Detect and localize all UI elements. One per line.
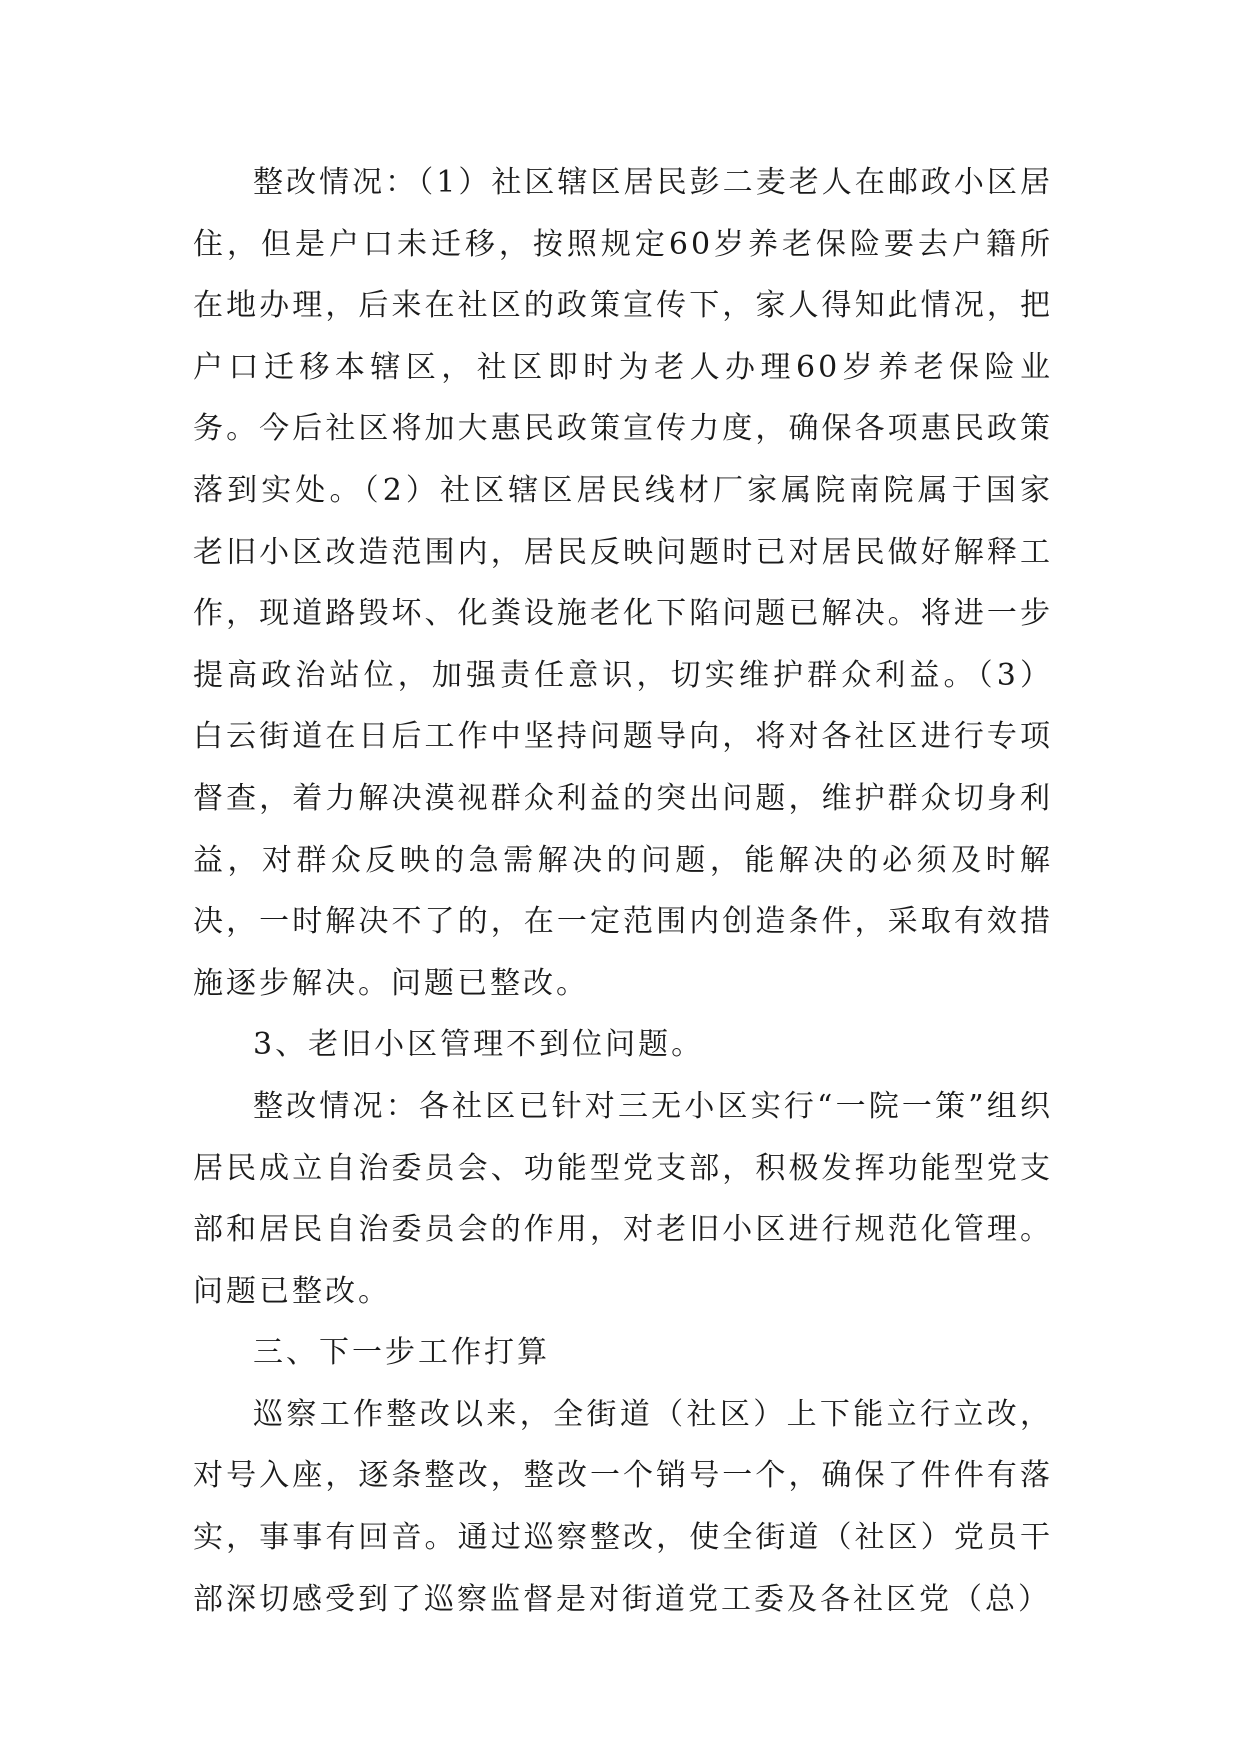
section-heading-next-steps: 三、下一步工作打算 (253, 1335, 550, 1371)
paragraph-rectification-item-3: 整改情况：各社区已针对三无小区实行“一院一策”组织居民成立自治委员会、功能型党支部，积极发挥功能型党支部和居民自治委员会的作用，对老旧小区进行规范化管理。问题已整改。 (193, 1088, 1053, 1309)
paragraph-issue-3: 3、老旧小区管理不到位问题。 (253, 1027, 705, 1063)
paragraph-next-steps: 巡察工作整改以来，全街道（社区）上下能立行立改，对号入座，逐条整改，整改一个销号一个，确保了件件有落实，事事有回音。通过巡察整改，使全街道（社区）党员干部深切感受到了巡察监督是对街道党工委及各社区党（总） (193, 1396, 1053, 1617)
document-body (193, 152, 1053, 1630)
paragraph-rectification-item-2: 整改情况：（1）社区辖区居民彭二麦老人在邮政小区居住，但是户口未迁移，按照规定60岁养老保险要去户籍所在地办理，后来在社区的政策宣传下，家人得知此情况，把户口迁移本辖区，社区即时为老人办理60岁养老保险业务。今后社区将加大惠民政策宣传力度，确保各项惠民政策落到实处。（2）社区辖区居民线材厂家属院南院属于国家老旧小区改造范围内，居民反映问题时已对居民做好解释工作，现道路毁坏、化粪设施老化下陷问题已解决。将进一步提高政治站位，加强责任意识，切实维护群众利益。（3）白云街道在日后工作中坚持问题导向，将对各社区进行专项督查，着力解决漠视群众利益的突出问题，维护群众切身利益，对群众反映的急需解决的问题，能解决的必须及时解决，一时解决不了的，在一定范围内创造条件，采取有效措施逐步解决。问题已整改。 (193, 165, 1053, 1001)
